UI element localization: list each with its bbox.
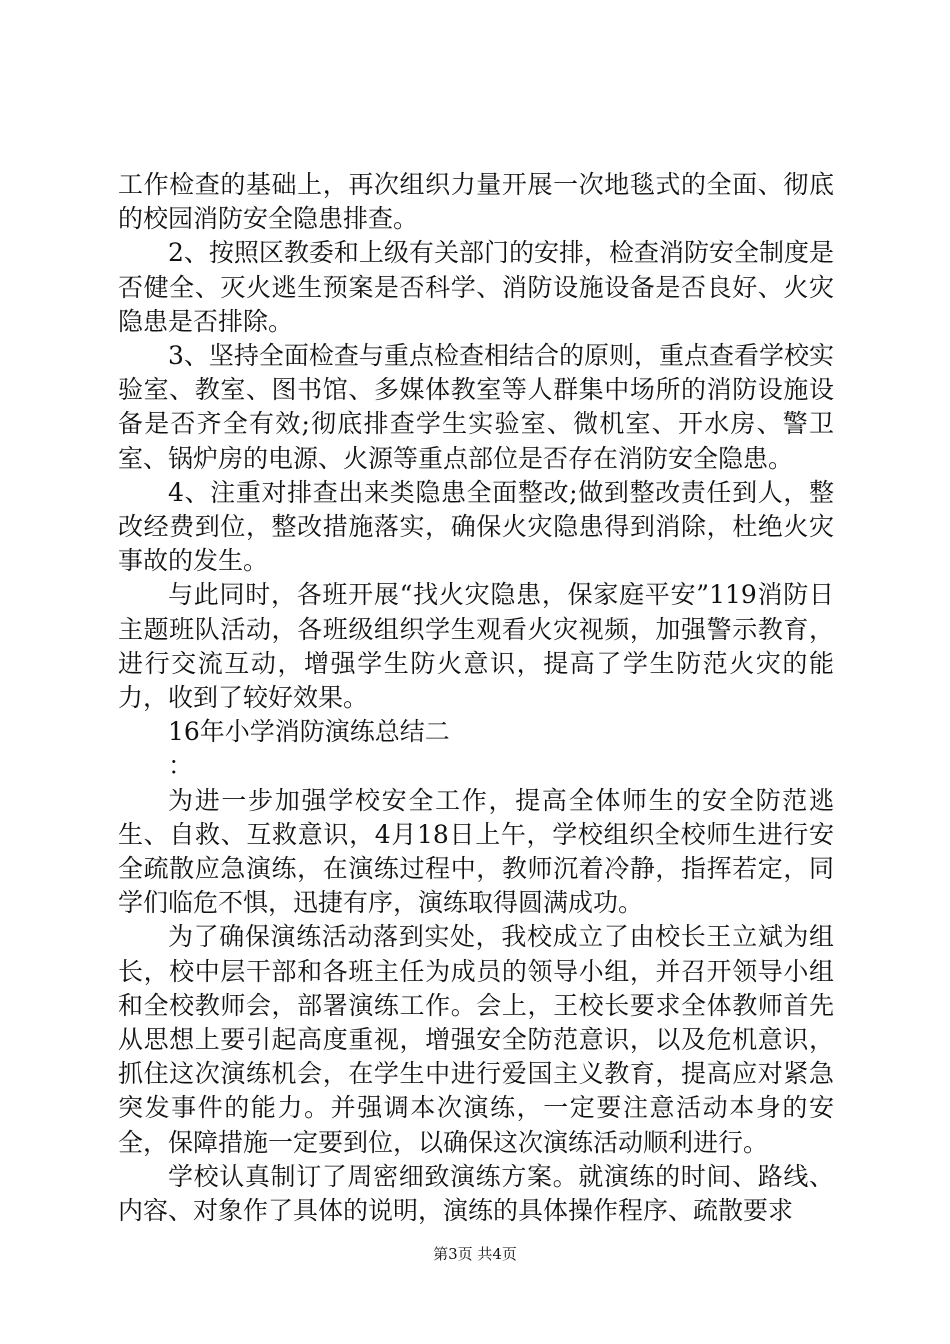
paragraph-6: 为进一步加强学校安全工作，提高全体师生的安全防范逃生、自救、互救意识，4月18日上午，学校组织全校师生进行安全疏散应急演练，在演练过程中，教师沉着冷静，指挥若定，同学们临危不惧，迅捷有序，演练取得圆满成功。 [118, 785, 834, 918]
paragraph-1: 工作检查的基础上，再次组织力量开展一次地毯式的全面、彻底的校园消防安全隐患排查。 [118, 170, 834, 234]
paragraph-4: 4、注重对排查出来类隐患全面整改;做到整改责任到人，整改经费到位，整改措施落实，确保火灾隐患得到消除，杜绝火灾事故的发生。 [118, 477, 834, 576]
paragraph-8: 学校认真制订了周密细致演练方案。就演练的时间、路线、内容、对象作了具体的说明，演练的具体操作程序、疏散要求 [118, 1161, 834, 1226]
document-body [118, 168, 834, 1228]
paragraph-5: 与此同时，各班开展“找火灾隐患，保家庭平安”119消防日主题班队活动，各班级组织学生观看火灾视频，加强警示教育，进行交流互动，增强学生防火意识，提高了学生防范火灾的能力，收到了较好效果。 [118, 580, 834, 713]
section-heading: 16年小学消防演练总结二 [168, 717, 450, 747]
page-footer [0, 1244, 950, 1264]
paragraph-2: 2、按照区教委和上级有关部门的安排，检查消防安全制度是否健全、灭火逃生预案是否科学、消防设施设备是否良好、火灾隐患是否排除。 [118, 238, 834, 336]
page-number-label: 第3页 共4页 [433, 1245, 517, 1263]
paragraph-3: 3、坚持全面检查与重点检查相结合的原则，重点查看学校实验室、教室、图书馆、多媒体教室等人群集中场所的消防设施设备是否齐全有效;彻底排查学生实验室、微机室、开水房、警卫室、锅炉房的电源、火源等重点部位是否存在消防安全隐患。 [118, 341, 834, 473]
paragraph-7: 为了确保演练活动落到实处，我校成立了由校长王立斌为组长，校中层干部和各班主任为成员的领导小组，并召开领导小组和全校教师会，部署演练工作。会上，王校长要求全体教师首先从思想上要引起高度重视，增强安全防范意识，以及危机意识，抓住这次演练机会，在学生中进行爱国主义教育，提高应对紧急突发事件的能力。并强调本次演练，一定要注意活动本身的安全，保障措施一定要到位，以确保这次演练活动顺利进行。 [118, 922, 834, 1157]
heading-colon: ： [168, 751, 194, 781]
